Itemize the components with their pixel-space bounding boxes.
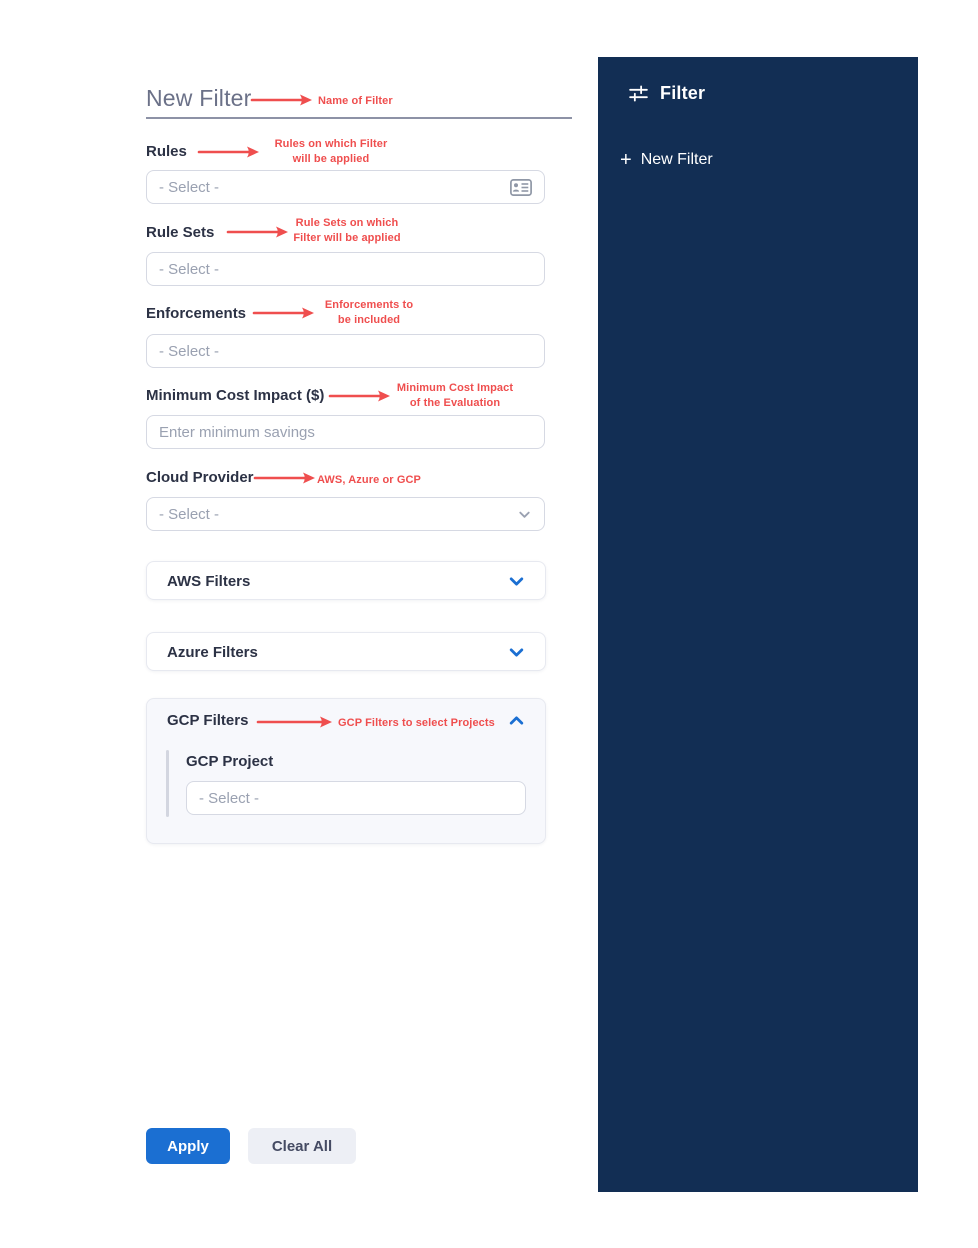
azure-filters-section: [146, 632, 546, 671]
filter-name-field[interactable]: New Filter: [146, 85, 252, 111]
aws-filters-section: [146, 561, 546, 600]
azure-filters-toggle[interactable]: [147, 633, 545, 672]
annotation-arrow: [253, 470, 317, 486]
min-cost-label: Minimum Cost Impact ($): [146, 387, 325, 404]
contact-card-icon[interactable]: [510, 179, 532, 196]
new-filter-label: New Filter: [640, 151, 713, 168]
annotation-arrow: [252, 305, 316, 321]
annotation-label: AWS, Azure or GCP: [317, 474, 421, 486]
enforcements-select[interactable]: [146, 334, 545, 368]
min-cost-input-wrap: [146, 415, 545, 449]
annotation-arrow: [197, 144, 261, 160]
annotation-label: Minimum Cost Impact of the Evaluation: [396, 382, 514, 409]
chevron-down-icon[interactable]: [508, 573, 525, 590]
apply-button[interactable]: Apply: [146, 1128, 230, 1164]
sidebar-title: Filter: [660, 83, 706, 103]
clear-all-button[interactable]: Clear All: [248, 1128, 356, 1164]
enforcements-select-value: - Select -: [159, 342, 220, 360]
enforcements-label: Enforcements: [146, 305, 247, 322]
azure-filters-label: Azure Filters: [167, 644, 258, 661]
annotation-label: Rules on which Filter will be applied: [274, 138, 388, 165]
cloud-provider-label: Cloud Provider: [146, 469, 254, 486]
rule-sets-select-value: - Select -: [159, 260, 220, 278]
sliders-filter-icon: [628, 83, 649, 104]
plus-icon: +: [620, 149, 632, 171]
gcp-project-select-value: - Select -: [199, 789, 260, 807]
cloud-provider-select[interactable]: [146, 497, 545, 531]
annotation-arrow: [226, 224, 290, 240]
rule-sets-label: Rule Sets: [146, 224, 215, 241]
annotation-label: GCP Filters to select Projects: [338, 717, 495, 729]
gcp-project-label: GCP Project: [186, 753, 274, 770]
annotation-label: Name of Filter: [318, 95, 393, 107]
chevron-up-icon[interactable]: [508, 712, 525, 729]
chevron-down-icon[interactable]: [508, 644, 525, 661]
title-divider: [146, 117, 572, 119]
sidebar-new-filter-button[interactable]: [620, 151, 713, 169]
gcp-filters-label: GCP Filters: [167, 711, 249, 729]
rule-sets-select[interactable]: [146, 252, 545, 286]
rules-select[interactable]: [146, 170, 545, 204]
filter-sidebar: [598, 57, 918, 1192]
annotation-arrow: [328, 388, 392, 404]
chevron-down-icon: [517, 507, 532, 522]
annotation-arrow: [256, 714, 334, 730]
aws-filters-toggle[interactable]: [147, 562, 545, 601]
indent-guide: [166, 750, 169, 817]
annotation-arrow: [250, 92, 314, 108]
cloud-provider-select-value: - Select -: [159, 505, 220, 523]
aws-filters-label: AWS Filters: [167, 573, 251, 590]
annotation-label: Enforcements to be included: [324, 299, 414, 326]
sidebar-header: [628, 83, 705, 104]
gcp-project-select[interactable]: [186, 781, 526, 815]
rules-select-value: - Select -: [159, 178, 220, 196]
annotation-label: Rule Sets on which Filter will be applied: [293, 217, 401, 244]
rules-label: Rules: [146, 143, 187, 160]
min-cost-input[interactable]: [159, 424, 532, 441]
